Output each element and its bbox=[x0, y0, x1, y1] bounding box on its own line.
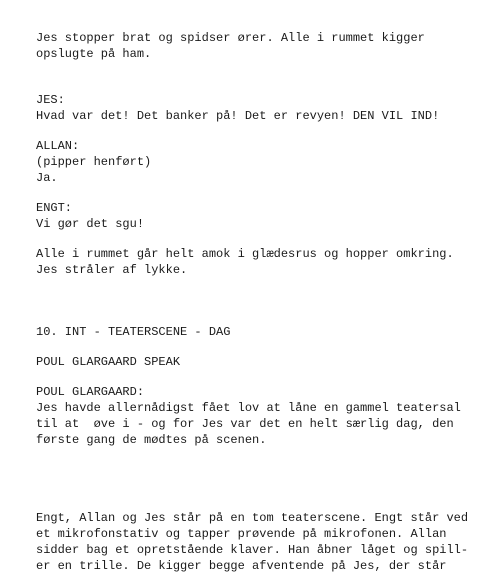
character-name: ENGT: bbox=[36, 201, 73, 215]
scene-heading: 10. INT - TEATERSCENE - DAG bbox=[36, 325, 231, 339]
dialogue-line: Jes havde allernådigst fået lov at låne en gammel teatersal bbox=[36, 401, 461, 415]
script-page bbox=[36, 30, 476, 574]
character-name: ALLAN: bbox=[36, 139, 80, 153]
dialogue-block-engt bbox=[36, 200, 476, 232]
action-line: Jes stopper brat og spidser ører. Alle i rummet kigger bbox=[36, 31, 425, 45]
dialogue-line: Vi gør det sgu! bbox=[36, 217, 145, 231]
dialogue-line: til at øve i - og for Jes var det en helt særlig dag, den bbox=[36, 417, 454, 431]
dialogue-block-jes bbox=[36, 92, 476, 124]
speak-label-block bbox=[36, 354, 476, 370]
dialogue-line: Hvad var det! Det banker på! Det er revyen! DEN VIL IND! bbox=[36, 109, 440, 123]
action-block-1 bbox=[36, 30, 476, 62]
action-block-2 bbox=[36, 246, 476, 278]
action-line: Alle i rummet går helt amok i glædesrus og hopper omkring. bbox=[36, 247, 454, 261]
speak-label: POUL GLARGAARD SPEAK bbox=[36, 355, 181, 369]
character-name: JES: bbox=[36, 93, 65, 107]
action-line: Engt, Allan og Jes står på en tom teaterscene. Engt står ved bbox=[36, 511, 469, 525]
action-line: sidder bag et opretstående klaver. Han åbner låget og spill- bbox=[36, 543, 469, 557]
parenthetical: (pipper henført) bbox=[36, 155, 152, 169]
action-line: et mikrofonstativ og tapper prøvende på mikrofonen. Allan bbox=[36, 527, 447, 541]
character-name: POUL GLARGAARD: bbox=[36, 385, 145, 399]
dialogue-line: første gang de mødtes på scenen. bbox=[36, 433, 267, 447]
action-line: opslugte på ham. bbox=[36, 47, 152, 61]
dialogue-block-poul bbox=[36, 384, 476, 448]
action-line: er en trille. De kigger begge afventende på Jes, der står bbox=[36, 559, 447, 573]
action-line: Jes stråler af lykke. bbox=[36, 263, 188, 277]
dialogue-line: Ja. bbox=[36, 171, 58, 185]
dialogue-block-allan bbox=[36, 138, 476, 186]
action-block-3 bbox=[36, 510, 476, 574]
scene-heading-block bbox=[36, 324, 476, 340]
